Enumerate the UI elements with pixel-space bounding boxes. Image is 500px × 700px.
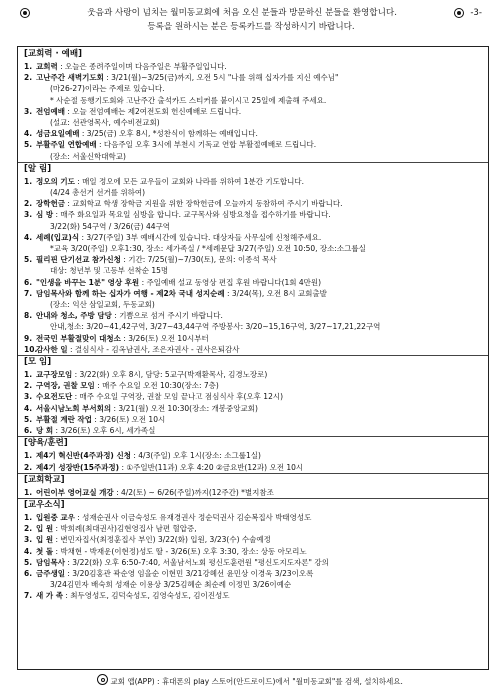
item-text: : 3/26(토) 오전 10시 — [94, 414, 166, 424]
announcement-item — [24, 139, 482, 161]
item-first-line — [36, 568, 482, 579]
item-title: 전엄예배 — [36, 106, 65, 116]
item-title: 제4기 혁신반(4주과정) 신청 — [36, 451, 131, 461]
item-number: 1. — [24, 370, 33, 380]
item-first-line — [36, 106, 482, 117]
item-text: : 3/22(화) 오후 6:50-7:40, 서울남서노회 평신도훈련원 "평신도지도자론" 강의 — [67, 557, 329, 567]
item-first-line — [36, 176, 482, 187]
item-text: : 최두영성도, 김덕숙성도, 김영숙성도, 김이진성도 — [65, 591, 230, 601]
item-title: 안내와 청소, 주방 담당 — [36, 311, 112, 321]
item-title: 서울시남노회 부서회의 — [36, 403, 112, 413]
item-first-line — [36, 72, 482, 83]
item-number: 9. — [24, 333, 33, 343]
item-text: : 박채현 - 박재운(이현정)성도 딸 - 3/26(토) 오후 3:30, 장소: 상동 아모리노 — [55, 546, 307, 556]
item-first-line — [36, 487, 482, 498]
section — [18, 498, 488, 602]
item-text: : 결심식사 - 김옥남권사, 조은자권사 - 권사은퇴감사 — [69, 344, 240, 354]
app-notice — [0, 674, 500, 688]
announcement-item — [24, 288, 482, 310]
item-title: 필리핀 단기선교 참가신청 — [36, 255, 121, 265]
item-first-line — [36, 288, 482, 299]
item-first-line — [36, 590, 482, 601]
announcement-item — [24, 450, 482, 461]
flower-icon — [97, 674, 108, 685]
item-first-line — [36, 61, 482, 72]
announcement-item — [24, 557, 482, 568]
announcement-item — [24, 61, 482, 72]
section-title: [모 임] — [24, 357, 52, 368]
item-text: : 성재순권사 이금숙성도 유재경권사 정순덕권사 김순복집사 박태영성도 — [77, 512, 312, 522]
item-text: : 박희례(최대권사)김현영집사 남편 혈압증, — [55, 524, 197, 534]
item-title: 부활절 계란 작업 — [36, 414, 92, 424]
item-title: 세례(입교)식 — [36, 232, 80, 242]
item-number: 7. — [24, 591, 33, 601]
item-number: 1. — [24, 176, 33, 186]
announcement-item — [24, 344, 482, 355]
announcement-item — [24, 523, 482, 534]
announcement-item — [24, 487, 482, 498]
announcement-item — [24, 414, 482, 425]
item-detail: (장소: 익산 삼일교회, 두동교회) — [50, 300, 155, 310]
page-number: -3- — [470, 8, 482, 18]
item-text: : 3/21(월)~3/25(금)까지, 오전 5시 "나를 위해 십자가를 지신 예수님" — [106, 73, 339, 83]
item-title: "인생을 바꾸는 1분" 영상 후원 — [36, 277, 140, 287]
item-text: : 매주 수요일 구역장, 권찰 모임 끝나고 점심식사 후(오후 12시) — [74, 392, 284, 402]
announcement-item — [24, 369, 482, 380]
item-text: : 오늘 전엄예배는 제2여전도회 헌신예배로 드립니다. — [67, 106, 242, 116]
item-first-line — [36, 209, 482, 220]
item-title: 제4기 성장반(15주과정) — [36, 462, 120, 472]
registration-notice: 등록을 원하시는 분은 등록카드를 작성하시기 바랍니다. — [147, 22, 355, 32]
item-title: 금주생일 — [36, 568, 65, 578]
item-first-line — [36, 139, 482, 150]
item-text: : 3/26(토) 오전 10시부터 — [123, 333, 209, 343]
item-title: 부활주일 연합예배 — [36, 140, 97, 150]
item-first-line — [36, 534, 482, 545]
item-title: 심 방 — [36, 210, 54, 220]
item-number: 4. — [24, 403, 33, 413]
item-first-line — [36, 557, 482, 568]
bulletin-header — [20, 6, 482, 34]
item-first-line — [36, 391, 482, 402]
item-detail: (4/24 총선거 선거를 위하여) — [50, 188, 146, 198]
item-number: 5. — [24, 255, 33, 265]
announcement-item — [24, 209, 482, 231]
announcement-item — [24, 403, 482, 414]
item-title: 수요전도단 — [36, 392, 73, 402]
item-title: 교구장모임 — [36, 370, 73, 380]
item-number: 2. — [24, 462, 33, 472]
item-first-line — [36, 380, 482, 391]
item-first-line — [36, 198, 482, 209]
item-first-line — [36, 344, 482, 355]
item-first-line — [36, 128, 482, 139]
item-detail: (장소: 서울신학대학교) — [50, 151, 126, 161]
announcement-item — [24, 391, 482, 402]
announcement-item — [24, 568, 482, 590]
item-number: 6. — [24, 426, 33, 436]
announcement-item — [24, 425, 482, 436]
item-title: 감사한 일 — [36, 344, 68, 354]
item-number: 1. — [24, 62, 33, 71]
item-text: : 기간: 7/25(월)~7/30(토), 문의: 이종석 목사 — [123, 255, 277, 265]
item-text: : 3/22(화) 오후 8시, 담당: 5교구(박재환목사, 김경노장로) — [74, 370, 268, 380]
item-number: 4. — [24, 129, 33, 139]
section-title: [알 림] — [24, 163, 52, 174]
announcement-item — [24, 254, 482, 276]
welcome-message: 웃음과 사랑이 넘치는 월미동교회에 처음 오신 분들과 방문하신 분들을 환영합니다. — [87, 8, 397, 18]
section-title: [양육/훈련] — [24, 438, 68, 449]
item-number: 3. — [24, 392, 33, 402]
item-detail: * 사순절 동행기도회와 고난주간 출석카드 스티커를 붙이시고 25일에 제출해 주세요. — [50, 95, 327, 105]
announcement-item — [24, 198, 482, 209]
item-title: 정오의 기도 — [36, 176, 75, 186]
announcement-item — [24, 128, 482, 139]
item-text: : 3/20김홍관 곽순영 임을순 이현민 3/21강혜선 윤민상 이경욱 3/23이오록 — [67, 568, 314, 578]
item-number: 2. — [24, 73, 33, 83]
gear-icon — [454, 8, 464, 18]
item-number: 2. — [24, 381, 33, 391]
item-title: 새 가 족 — [36, 591, 63, 601]
item-first-line — [36, 462, 482, 473]
item-number: 3. — [24, 106, 33, 116]
announcement-item — [24, 310, 482, 332]
announcement-item — [24, 232, 482, 254]
item-first-line — [36, 333, 482, 344]
item-number: 4. — [24, 546, 33, 556]
item-first-line — [36, 523, 482, 534]
section — [18, 355, 488, 436]
section — [18, 162, 488, 355]
item-detail: 3/22(화) 54구역 / 3/26(금) 44구역 — [50, 221, 171, 231]
item-text: : 주일예배 설교 동영상 편집 후원 바랍니다(1회 4만원) — [141, 277, 322, 287]
item-text: : 3/26(토) 오후 6시, 세가족실 — [55, 426, 156, 436]
section — [18, 48, 488, 162]
item-first-line — [36, 369, 482, 380]
item-text: : 3/24(목), 오전 8시 교회출발 — [227, 288, 327, 298]
item-title: 담임목사 — [36, 557, 65, 567]
item-text: : 3/25(금) 오후 8시, *성찬식이 함께하는 예배입니다. — [81, 129, 258, 139]
announcement-item — [24, 546, 482, 557]
section-title: [교회학교] — [24, 474, 65, 485]
item-title: 교회력 — [36, 62, 58, 71]
announcement-item — [24, 590, 482, 601]
item-detail: 3/24김민자 배숙희 성재순 이용상 3/25김혜순 최순례 이정민 3/26이예순 — [50, 580, 292, 590]
item-first-line — [36, 403, 482, 414]
announcement-item — [24, 380, 482, 391]
item-number: 6. — [24, 568, 33, 578]
item-title: 어린이부 영어교실 개강 — [36, 487, 114, 497]
item-title: 구역장, 권찰 모임 — [36, 381, 95, 391]
item-number: 8. — [24, 311, 33, 321]
item-number: 6. — [24, 277, 33, 287]
item-text: : 변민자집사(최정훈집사 부인) 3/22(화) 입원, 3/23(수) 수술예정 — [55, 535, 271, 545]
item-title: 당 회 — [36, 426, 54, 436]
item-text: : 4/3(주일) 오후 1시(장소: 소그룹1실) — [133, 451, 261, 461]
item-number: 10. — [24, 344, 38, 354]
item-number: 1. — [24, 512, 33, 522]
item-text: : 3/21(월) 오전 10:30(장소: 개봉중앙교회) — [113, 403, 258, 413]
announcement-item — [24, 462, 482, 473]
item-title: 전국민 부활절맞이 대청소 — [36, 333, 121, 343]
item-text: : 다음주일 오후 3시에 부천시 기독교 연합 부활절예배로 드립니다. — [98, 140, 317, 150]
item-first-line — [36, 414, 482, 425]
item-first-line — [36, 450, 482, 461]
item-number: 3. — [24, 210, 33, 220]
item-title: 입원중 교우 — [36, 512, 75, 522]
item-title: 입 원 — [36, 524, 54, 534]
item-text: : 매일 정오에 모든 교우들이 교회와 나라를 위하여 1분간 기도합니다. — [77, 176, 304, 186]
item-first-line — [36, 277, 482, 288]
section — [18, 436, 488, 472]
item-title: 고난주간 새벽기도회 — [36, 73, 104, 83]
item-text: : 매주 화요일과 목요일 심방을 합니다. 교구목사와 심방요청을 접수하기를 바랍니다. — [55, 210, 331, 220]
announcement-item — [24, 534, 482, 545]
announcement-item — [24, 512, 482, 523]
item-detail: *교육 3/20(주일) 오후1:30, 장소: 세가족실 / *세례문답 3/27(주일) 오전 10:50, 장소:소그룹실 — [50, 244, 366, 254]
item-text: : 오늘은 종려주일이며 다음주일은 부활주일입니다. — [60, 62, 227, 71]
item-number: 7. — [24, 288, 33, 298]
item-number: 1. — [24, 451, 33, 461]
item-first-line — [36, 254, 482, 265]
item-detail: 대상: 청년부 및 고등부 선착순 15명 — [50, 266, 169, 276]
item-number: 1. — [24, 487, 33, 497]
section-title: [교우소식] — [24, 499, 65, 510]
app-notice-text: 교회 앱(APP) : 휴대폰의 play 스토어(안드로이드)에서 "월미동교회"를 검색, 설치하세요. — [110, 677, 403, 686]
item-text: : 교회학교 학생 장학금 지원을 위한 장학헌금에 오늘까지 동참하여 주시기 바랍니다. — [67, 199, 343, 209]
section — [18, 473, 488, 498]
item-title: 성금요일예배 — [36, 129, 80, 139]
item-title: 장학헌금 — [36, 199, 65, 209]
item-number: 2. — [24, 199, 33, 209]
item-number: 3. — [24, 535, 33, 545]
item-first-line — [36, 546, 482, 557]
item-number: 5. — [24, 140, 33, 150]
item-text: : 매주 수요일 오전 10:30(장소: 7층) — [97, 381, 219, 391]
section-title: [교회력 · 예배] — [24, 49, 82, 59]
announcements-box — [17, 46, 489, 670]
announcement-item — [24, 72, 482, 106]
item-text: : 기쁨으로 섬겨 주시기 바랍니다. — [114, 311, 223, 321]
item-text: : 3/27(주일) 3부 예배시간에 있습니다. 대상자들 사무실에 신청해주세요. — [81, 232, 322, 242]
item-title: 담임목사와 함께 하는 십자가 여행 - 제2차 국내 성지순례 — [36, 288, 225, 298]
item-number: 4. — [24, 232, 33, 242]
item-detail: (설교: 선관영목사, 예수비전교회) — [50, 118, 160, 128]
item-number: 5. — [24, 557, 33, 567]
item-detail: (마26-27)이라는 주제로 있습니다. — [50, 84, 165, 94]
item-number: 5. — [24, 414, 33, 424]
item-first-line — [36, 425, 482, 436]
announcement-item — [24, 277, 482, 288]
item-first-line — [36, 310, 482, 321]
item-text: : ①주일반(11과) 오후 4:20 ②금요반(12과) 오전 10시 — [121, 462, 304, 472]
announcement-item — [24, 106, 482, 128]
item-first-line — [36, 232, 482, 243]
gear-icon — [20, 8, 30, 18]
announcement-item — [24, 176, 482, 198]
announcement-item — [24, 333, 482, 344]
item-title: 첫 돌 — [36, 546, 54, 556]
item-detail: 안내,청소: 3/20~41,42구역, 3/27~43,44구역 주방봉사: 3/20~15,16구역, 3/27~17,21,22구역 — [50, 322, 381, 332]
item-text: : 4/2(토) ~ 6/26(주일)까지(12주간) *별지참조 — [116, 487, 274, 497]
item-first-line — [36, 512, 482, 523]
item-number: 2. — [24, 524, 33, 534]
item-title: 입 원 — [36, 535, 54, 545]
